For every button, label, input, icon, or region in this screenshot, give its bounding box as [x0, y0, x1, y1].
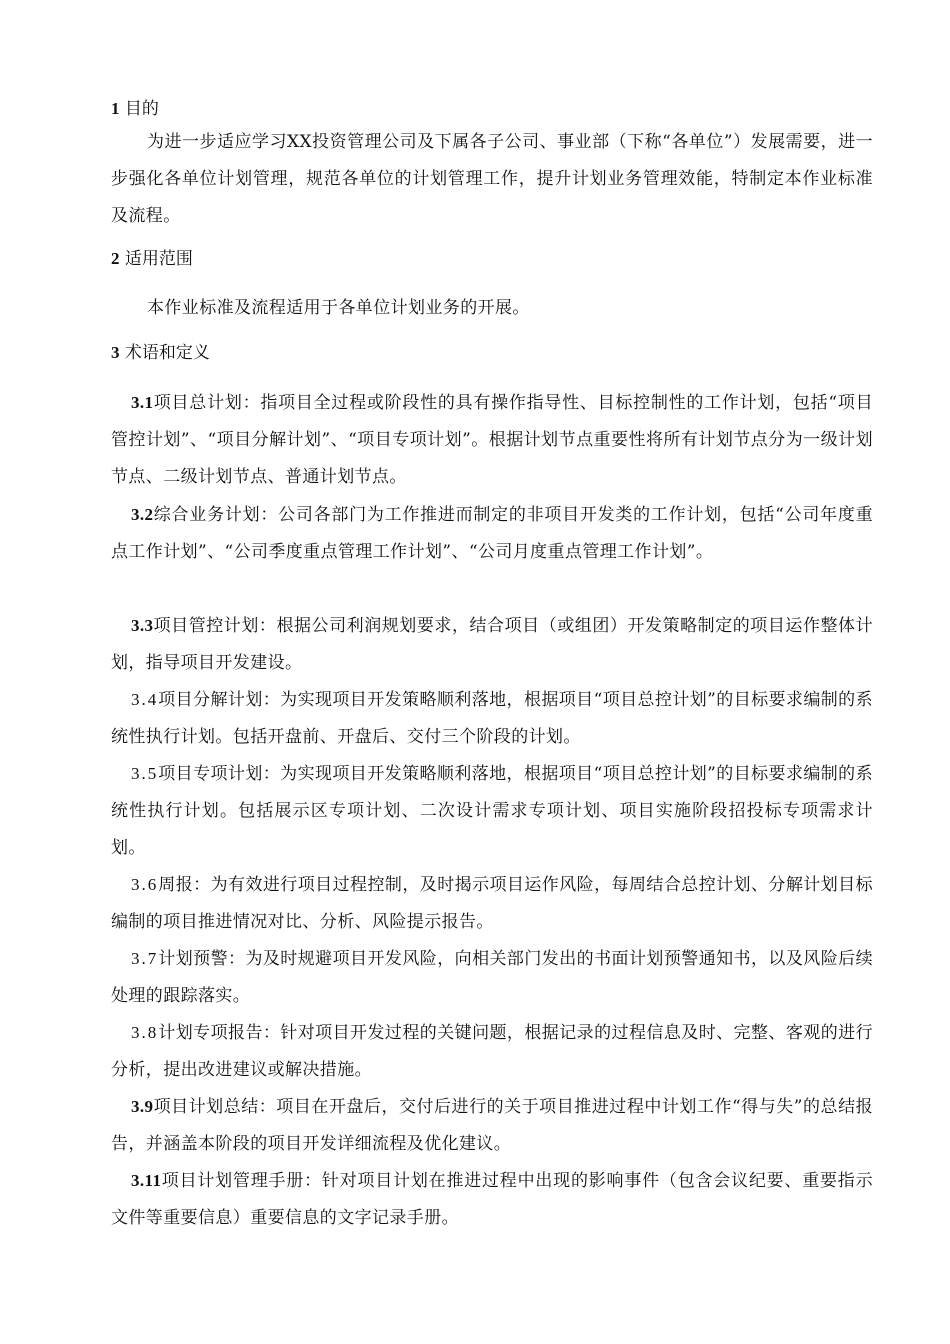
term-text: 项目计划总结：项目在开盘后，交付后进行的关于项目推进过程中计划工作“得与失”的总结报告，并涵盖本阶段的项目开发详细流程及优化建议。 [111, 1097, 873, 1154]
term-number: 3.6 [131, 875, 159, 894]
term-3-1 [111, 384, 873, 496]
term-3-8 [111, 1014, 873, 1089]
term-number: 3.1 [131, 393, 154, 412]
term-3-2 [111, 496, 873, 571]
term-text: 综合业务计划：公司各部门为工作推进而制定的非项目开发类的工作计划，包括“公司年度重点工作计划”、“公司季度重点管理工作计划”、“公司月度重点管理工作计划”。 [111, 505, 873, 562]
term-3-5 [111, 755, 873, 867]
term-number: 3.9 [131, 1097, 154, 1116]
section-2-heading [111, 248, 193, 270]
term-text: 周报：为有效进行项目过程控制，及时揭示项目运作风险，每周结合总控计划、分解计划目标编制的项目推进情况对比、分析、风险提示报告。 [111, 875, 873, 932]
term-text: 计划专项报告：针对项目开发过程的关键问题，根据记录的过程信息及时、完整、客观的进行分析，提出改进建议或解决措施。 [111, 1023, 873, 1080]
purpose-paragraph: 为进一步适应学习XX投资管理公司及下属各子公司、事业部（下称“各单位”）发展需要，进一步强化各单位计划管理，规范各单位的计划管理工作，提升计划业务管理效能，特制定本作业标准及流程。 [111, 132, 873, 226]
term-number: 3.11 [131, 1171, 162, 1190]
term-number: 3.7 [131, 949, 159, 968]
term-3-9 [111, 1088, 873, 1163]
term-3-7 [111, 940, 873, 1015]
section-title: 适用范围 [124, 249, 193, 269]
term-3-11 [111, 1162, 873, 1237]
term-number: 3.5 [131, 764, 159, 783]
term-3-3 [111, 607, 873, 682]
term-3-4 [111, 681, 873, 756]
term-text: 项目计划管理手册：针对项目计划在推进过程中出现的影响事件（包含会议纪要、重要指示文件等重要信息）重要信息的文字记录手册。 [111, 1171, 873, 1228]
section-number: 2 [111, 249, 120, 268]
scope-paragraph: 本作业标准及流程适用于各单位计划业务的开展。 [147, 298, 530, 318]
term-text: 项目总计划：指项目全过程或阶段性的具有操作指导性、目标控制性的工作计划，包括“项目管控计划”、“项目分解计划”、“项目专项计划”。根据计划节点重要性将所有计划节点分为一级计划节点、二级计划节点、普通计划节点。 [111, 393, 873, 487]
section-number: 3 [111, 343, 120, 362]
term-text: 项目专项计划：为实现项目开发策略顺利落地，根据项目“项目总控计划”的目标要求编制的系统性执行计划。包括展示区专项计划、二次设计需求专项计划、项目实施阶段招投标专项需求计划。 [111, 764, 873, 858]
section-3-heading [111, 342, 210, 364]
term-text: 项目管控计划：根据公司利润规划要求，结合项目（或组团）开发策略制定的项目运作整体计划，指导项目开发建设。 [111, 616, 873, 673]
term-number: 3.4 [131, 690, 159, 709]
section-title: 术语和定义 [124, 343, 210, 363]
term-3-6 [111, 866, 873, 941]
term-text: 项目分解计划：为实现项目开发策略顺利落地，根据项目“项目总控计划”的目标要求编制的系统性执行计划。包括开盘前、开盘后、交付三个阶段的计划。 [111, 690, 873, 747]
section-title: 目的 [124, 99, 159, 119]
term-text: 计划预警：为及时规避项目开发风险，向相关部门发出的书面计划预警通知书，以及风险后续处理的跟踪落实。 [111, 949, 873, 1006]
term-number: 3.8 [131, 1023, 159, 1042]
term-number: 3.2 [131, 505, 154, 524]
section-number: 1 [111, 99, 120, 118]
section-1-heading [111, 98, 159, 120]
term-number: 3.3 [131, 616, 154, 635]
